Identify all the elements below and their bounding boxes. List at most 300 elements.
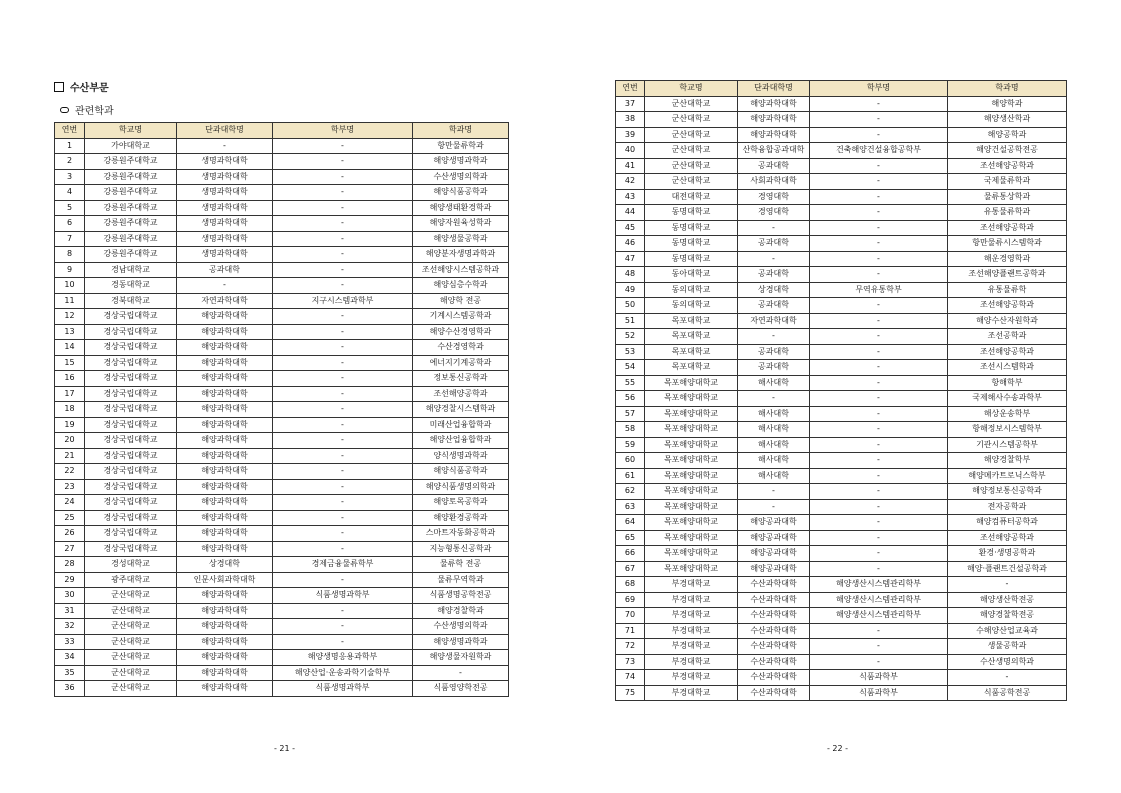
table-row <box>55 386 509 402</box>
cell-department: 생물공학과 <box>948 639 1067 655</box>
table-row <box>55 495 509 511</box>
cell-college: 해양과학대학 <box>177 464 273 480</box>
cell-college: - <box>177 278 273 294</box>
cell-school: 군산대학교 <box>85 665 177 681</box>
cell-number: 27 <box>55 541 85 557</box>
cell-school: 강릉원주대학교 <box>85 169 177 185</box>
cell-school: 군산대학교 <box>85 681 177 697</box>
cell-number: 36 <box>55 681 85 697</box>
cell-division: - <box>273 340 413 356</box>
cell-college: - <box>738 391 810 407</box>
cell-department: 해양학 전공 <box>413 293 509 309</box>
cell-division: - <box>273 185 413 201</box>
table-row <box>616 422 1067 438</box>
cell-college: 수산과학대학 <box>738 654 810 670</box>
cell-school: 경상국립대학교 <box>85 448 177 464</box>
cell-number: 43 <box>616 189 645 205</box>
cell-department: 조선해양공학과 <box>948 158 1067 174</box>
cell-department: 수해양산업교육과 <box>948 623 1067 639</box>
header-department: 학과명 <box>948 81 1067 97</box>
cell-number: 39 <box>616 127 645 143</box>
cell-division: 해양생산시스템관리학부 <box>810 577 948 593</box>
cell-division: - <box>810 391 948 407</box>
cell-division: - <box>273 262 413 278</box>
cell-college: 생명과학대학 <box>177 185 273 201</box>
cell-division: - <box>810 158 948 174</box>
cell-division: - <box>810 422 948 438</box>
table-row <box>55 138 509 154</box>
cell-department: 조선해양공학과 <box>948 220 1067 236</box>
cell-division: 식품생명과학부 <box>273 681 413 697</box>
table-row <box>616 608 1067 624</box>
cell-college: 해양과학대학 <box>177 650 273 666</box>
cell-college: 해양과학대학 <box>177 324 273 340</box>
cell-school: 강릉원주대학교 <box>85 154 177 170</box>
cell-school: 부경대학교 <box>645 654 738 670</box>
cell-college: 해양과학대학 <box>177 386 273 402</box>
cell-college: 해양과학대학 <box>738 127 810 143</box>
cell-department: 해양경찰학과 <box>413 603 509 619</box>
cell-number: 40 <box>616 143 645 159</box>
cell-school: 부경대학교 <box>645 577 738 593</box>
right-page <box>560 0 1121 793</box>
cell-school: 경북대학교 <box>85 293 177 309</box>
cell-number: 41 <box>616 158 645 174</box>
cell-division: - <box>810 220 948 236</box>
cell-division: - <box>810 112 948 128</box>
cell-college: 공과대학 <box>738 298 810 314</box>
cell-department: 해양식품공학과 <box>413 464 509 480</box>
cell-division: - <box>810 174 948 190</box>
cell-number: 38 <box>616 112 645 128</box>
cell-school: 경상국립대학교 <box>85 309 177 325</box>
cell-department: 해양생산학과 <box>948 112 1067 128</box>
cell-number: 55 <box>616 375 645 391</box>
table-row <box>55 355 509 371</box>
cell-school: 가야대학교 <box>85 138 177 154</box>
cell-school: 강릉원주대학교 <box>85 185 177 201</box>
cell-school: 목포해양대학교 <box>645 561 738 577</box>
table-row <box>616 205 1067 221</box>
cell-school: 목포해양대학교 <box>645 546 738 562</box>
cell-number: 4 <box>55 185 85 201</box>
cell-college: 해사대학 <box>738 375 810 391</box>
cell-number: 22 <box>55 464 85 480</box>
cell-college: 경영대학 <box>738 205 810 221</box>
cell-department: 해양자원육성학과 <box>413 216 509 232</box>
table-row <box>616 344 1067 360</box>
cell-college: 해양과학대학 <box>177 619 273 635</box>
cell-department: 해양경찰시스템학과 <box>413 402 509 418</box>
cell-division: - <box>273 541 413 557</box>
cell-division: - <box>810 298 948 314</box>
table-row <box>616 577 1067 593</box>
cell-number: 11 <box>55 293 85 309</box>
cell-college: 해양과학대학 <box>177 448 273 464</box>
cell-number: 15 <box>55 355 85 371</box>
table-row <box>55 262 509 278</box>
cell-school: 강릉원주대학교 <box>85 231 177 247</box>
cell-college: - <box>738 329 810 345</box>
cell-department: 조선공학과 <box>948 329 1067 345</box>
cell-division: 무역유통학부 <box>810 282 948 298</box>
cell-department: 수산경영학과 <box>413 340 509 356</box>
cell-department: 해양경찰학부 <box>948 453 1067 469</box>
table-row <box>55 340 509 356</box>
table-header-row <box>616 81 1067 97</box>
cell-department: 기계시스템공학과 <box>413 309 509 325</box>
cell-school: 목포대학교 <box>645 313 738 329</box>
cell-college: 해사대학 <box>738 422 810 438</box>
cell-college: - <box>738 251 810 267</box>
cell-department: 해양컴퓨터공학과 <box>948 515 1067 531</box>
table-row <box>55 278 509 294</box>
cell-department: 기관시스템공학부 <box>948 437 1067 453</box>
cell-department: 해양심층수학과 <box>413 278 509 294</box>
cell-college: 산학융합공과대학 <box>738 143 810 159</box>
cell-division: - <box>273 231 413 247</box>
cell-school: 부경대학교 <box>645 639 738 655</box>
table-row <box>616 437 1067 453</box>
cell-number: 47 <box>616 251 645 267</box>
cell-division: - <box>810 267 948 283</box>
cell-school: 목포해양대학교 <box>645 484 738 500</box>
table-row <box>616 282 1067 298</box>
cell-number: 63 <box>616 499 645 515</box>
cell-division: - <box>273 464 413 480</box>
table-row <box>616 561 1067 577</box>
cell-college: 수산과학대학 <box>738 670 810 686</box>
cell-department: 해양공학과 <box>948 127 1067 143</box>
cell-school: 경상국립대학교 <box>85 340 177 356</box>
table-row <box>616 96 1067 112</box>
cell-number: 19 <box>55 417 85 433</box>
table-row <box>616 112 1067 128</box>
cell-division: - <box>810 546 948 562</box>
cell-number: 60 <box>616 453 645 469</box>
cell-number: 6 <box>55 216 85 232</box>
cell-number: 44 <box>616 205 645 221</box>
header-department: 학과명 <box>413 123 509 139</box>
cell-division: - <box>810 468 948 484</box>
cell-division: 건축해양건설융합공학부 <box>810 143 948 159</box>
cell-number: 29 <box>55 572 85 588</box>
cell-college: 생명과학대학 <box>177 216 273 232</box>
cell-department: 조선시스템학과 <box>948 360 1067 376</box>
cell-department: 항해정보시스템학부 <box>948 422 1067 438</box>
cell-college: 해양공과대학 <box>738 530 810 546</box>
cell-college: - <box>738 220 810 236</box>
cell-school: 군산대학교 <box>645 174 738 190</box>
cell-department: 양식생명과학과 <box>413 448 509 464</box>
table-row <box>616 251 1067 267</box>
cell-division: - <box>273 309 413 325</box>
cell-number: 62 <box>616 484 645 500</box>
cell-school: 목포해양대학교 <box>645 530 738 546</box>
cell-department: 조선해양플랜트공학과 <box>948 267 1067 283</box>
cell-number: 73 <box>616 654 645 670</box>
table-row <box>616 360 1067 376</box>
table-row <box>616 236 1067 252</box>
cell-college: 해양과학대학 <box>177 588 273 604</box>
cell-number: 14 <box>55 340 85 356</box>
header-school: 학교명 <box>85 123 177 139</box>
cell-division: 경제금융물류학부 <box>273 557 413 573</box>
cell-number: 54 <box>616 360 645 376</box>
cell-school: 경동대학교 <box>85 278 177 294</box>
cell-number: 21 <box>55 448 85 464</box>
cell-school: 부경대학교 <box>645 623 738 639</box>
cell-number: 16 <box>55 371 85 387</box>
cell-number: 34 <box>55 650 85 666</box>
cell-department: 해양식품생명의학과 <box>413 479 509 495</box>
cell-college: 공과대학 <box>738 158 810 174</box>
cell-division: - <box>273 634 413 650</box>
cell-college: 수산과학대학 <box>738 685 810 701</box>
cell-division: 해양산업·운송과학기술학부 <box>273 665 413 681</box>
cell-school: 목포대학교 <box>645 344 738 360</box>
cell-division: - <box>810 236 948 252</box>
cell-number: 56 <box>616 391 645 407</box>
cell-college: 자연과학대학 <box>738 313 810 329</box>
table-row <box>616 143 1067 159</box>
cell-department: 유통물류학 <box>948 282 1067 298</box>
cell-number: 64 <box>616 515 645 531</box>
left-department-table <box>54 122 509 697</box>
cell-department: 조선해양공학과 <box>948 298 1067 314</box>
cell-department: 미래산업융합학과 <box>413 417 509 433</box>
cell-school: 목포대학교 <box>645 360 738 376</box>
cell-department: 항해학부 <box>948 375 1067 391</box>
cell-department: 환경·생명공학과 <box>948 546 1067 562</box>
cell-school: 경상국립대학교 <box>85 371 177 387</box>
cell-college: 생명과학대학 <box>177 231 273 247</box>
cell-department: 스마트자동화공학과 <box>413 526 509 542</box>
cell-number: 69 <box>616 592 645 608</box>
cell-division: - <box>273 386 413 402</box>
cell-college: 해사대학 <box>738 437 810 453</box>
cell-division: - <box>273 355 413 371</box>
cell-department: 물류무역학과 <box>413 572 509 588</box>
cell-number: 20 <box>55 433 85 449</box>
cell-college: 공과대학 <box>738 236 810 252</box>
cell-college: 해양과학대학 <box>177 603 273 619</box>
cell-school: 경상국립대학교 <box>85 355 177 371</box>
right-department-table <box>615 80 1067 701</box>
cell-division: - <box>810 530 948 546</box>
cell-college: 사회과학대학 <box>738 174 810 190</box>
cell-department: 해양정보통신공학과 <box>948 484 1067 500</box>
cell-college: 해양과학대학 <box>177 433 273 449</box>
table-row <box>616 546 1067 562</box>
cell-school: 경상국립대학교 <box>85 433 177 449</box>
cell-division: - <box>810 639 948 655</box>
cell-school: 강릉원주대학교 <box>85 247 177 263</box>
cell-number: 26 <box>55 526 85 542</box>
table-row <box>55 650 509 666</box>
cell-division: - <box>810 654 948 670</box>
table-row <box>55 154 509 170</box>
cell-department: 해양분자생명과학과 <box>413 247 509 263</box>
page-number: - 22 - <box>827 744 849 753</box>
cell-division: - <box>810 189 948 205</box>
cell-department: 해양메카트로닉스학부 <box>948 468 1067 484</box>
table-row <box>55 541 509 557</box>
cell-school: 동의대학교 <box>645 298 738 314</box>
cell-school: 경상국립대학교 <box>85 386 177 402</box>
cell-department: 정보통신공학과 <box>413 371 509 387</box>
cell-school: 목포대학교 <box>645 329 738 345</box>
table-row <box>55 169 509 185</box>
table-row <box>55 247 509 263</box>
cell-division: - <box>273 479 413 495</box>
cell-department: 유통물류학과 <box>948 205 1067 221</box>
cell-school: 강릉원주대학교 <box>85 216 177 232</box>
cell-school: 경성대학교 <box>85 557 177 573</box>
cell-school: 군산대학교 <box>85 634 177 650</box>
header-college: 단과대학명 <box>738 81 810 97</box>
cell-department: 해양수산경영학과 <box>413 324 509 340</box>
cell-college: 해양과학대학 <box>177 681 273 697</box>
cell-division: - <box>273 603 413 619</box>
cell-college: 공과대학 <box>177 262 273 278</box>
table-row <box>55 603 509 619</box>
cell-college: 수산과학대학 <box>738 623 810 639</box>
cell-school: 경상국립대학교 <box>85 479 177 495</box>
cell-division: 해양생명응용과학부 <box>273 650 413 666</box>
table-row <box>616 515 1067 531</box>
table-row <box>55 634 509 650</box>
cell-college: 상경대학 <box>177 557 273 573</box>
cell-school: 군산대학교 <box>645 127 738 143</box>
cell-number: 13 <box>55 324 85 340</box>
cell-school: 대전대학교 <box>645 189 738 205</box>
table-row <box>616 391 1067 407</box>
cell-number: 42 <box>616 174 645 190</box>
table-row <box>55 402 509 418</box>
cell-school: 부경대학교 <box>645 592 738 608</box>
cell-division: - <box>273 510 413 526</box>
table-row <box>55 185 509 201</box>
cell-school: 동명대학교 <box>645 220 738 236</box>
cell-division: 식품과학부 <box>810 670 948 686</box>
cell-number: 46 <box>616 236 645 252</box>
cell-school: 군산대학교 <box>645 143 738 159</box>
table-row <box>55 433 509 449</box>
cell-number: 33 <box>55 634 85 650</box>
cell-division: - <box>810 360 948 376</box>
cell-division: - <box>273 200 413 216</box>
cell-department: 국제해사수송과학부 <box>948 391 1067 407</box>
cell-division: 식품생명과학부 <box>273 588 413 604</box>
cell-number: 51 <box>616 313 645 329</box>
table-row <box>55 464 509 480</box>
cell-division: - <box>273 154 413 170</box>
cell-college: 공과대학 <box>738 344 810 360</box>
table-row <box>55 619 509 635</box>
table-row <box>616 127 1067 143</box>
cell-number: 8 <box>55 247 85 263</box>
cell-division: - <box>810 205 948 221</box>
cell-college: 해양과학대학 <box>177 495 273 511</box>
table-row <box>616 267 1067 283</box>
cell-school: 동명대학교 <box>645 236 738 252</box>
cell-department: 수산생명의학과 <box>948 654 1067 670</box>
cell-number: 1 <box>55 138 85 154</box>
table-row <box>616 375 1067 391</box>
cell-department: 해양수산자원학과 <box>948 313 1067 329</box>
cell-college: 생명과학대학 <box>177 200 273 216</box>
cell-division: - <box>810 499 948 515</box>
cell-number: 72 <box>616 639 645 655</box>
cell-college: 생명과학대학 <box>177 247 273 263</box>
cell-school: 목포해양대학교 <box>645 499 738 515</box>
cell-department: 해양식품공학과 <box>413 185 509 201</box>
cell-number: 28 <box>55 557 85 573</box>
cell-division: - <box>273 371 413 387</box>
cell-department: 식품영양학전공 <box>413 681 509 697</box>
cell-school: 군산대학교 <box>85 603 177 619</box>
cell-number: 68 <box>616 577 645 593</box>
bullet-oval-icon <box>60 107 69 113</box>
cell-college: 해사대학 <box>738 453 810 469</box>
cell-school: 경상국립대학교 <box>85 495 177 511</box>
table-row <box>55 572 509 588</box>
cell-department: 해양생명과학과 <box>413 154 509 170</box>
cell-college: - <box>738 499 810 515</box>
cell-college: 해사대학 <box>738 406 810 422</box>
cell-college: 생명과학대학 <box>177 169 273 185</box>
cell-college: 해양과학대학 <box>177 417 273 433</box>
cell-school: 경상국립대학교 <box>85 324 177 340</box>
cell-department: 물류학 전공 <box>413 557 509 573</box>
cell-department: 해양생물공학과 <box>413 231 509 247</box>
page-number: - 21 - <box>274 744 296 753</box>
cell-number: 3 <box>55 169 85 185</box>
cell-school: 부경대학교 <box>645 685 738 701</box>
cell-number: 35 <box>55 665 85 681</box>
cell-school: 군산대학교 <box>645 96 738 112</box>
table-row <box>616 220 1067 236</box>
cell-number: 61 <box>616 468 645 484</box>
cell-school: 목포해양대학교 <box>645 468 738 484</box>
cell-school: 경상국립대학교 <box>85 526 177 542</box>
cell-division: - <box>810 406 948 422</box>
cell-department: 국제물류학과 <box>948 174 1067 190</box>
left-page <box>0 0 560 793</box>
cell-division: - <box>273 448 413 464</box>
cell-school: 목포해양대학교 <box>645 422 738 438</box>
cell-college: 해양과학대학 <box>738 112 810 128</box>
table-row <box>616 670 1067 686</box>
cell-division: 해양생산시스템관리학부 <box>810 608 948 624</box>
cell-division: - <box>810 437 948 453</box>
cell-department: 식품공학전공 <box>948 685 1067 701</box>
cell-division: - <box>810 96 948 112</box>
header-number: 연번 <box>55 123 85 139</box>
cell-division: - <box>273 417 413 433</box>
cell-department: 해양생물자원학과 <box>413 650 509 666</box>
cell-school: 목포해양대학교 <box>645 515 738 531</box>
cell-number: 12 <box>55 309 85 325</box>
cell-department: 전자공학과 <box>948 499 1067 515</box>
cell-number: 7 <box>55 231 85 247</box>
table-row <box>55 681 509 697</box>
sub-title <box>60 102 114 117</box>
cell-department: 지능형통신공학과 <box>413 541 509 557</box>
cell-number: 70 <box>616 608 645 624</box>
table-row <box>55 293 509 309</box>
